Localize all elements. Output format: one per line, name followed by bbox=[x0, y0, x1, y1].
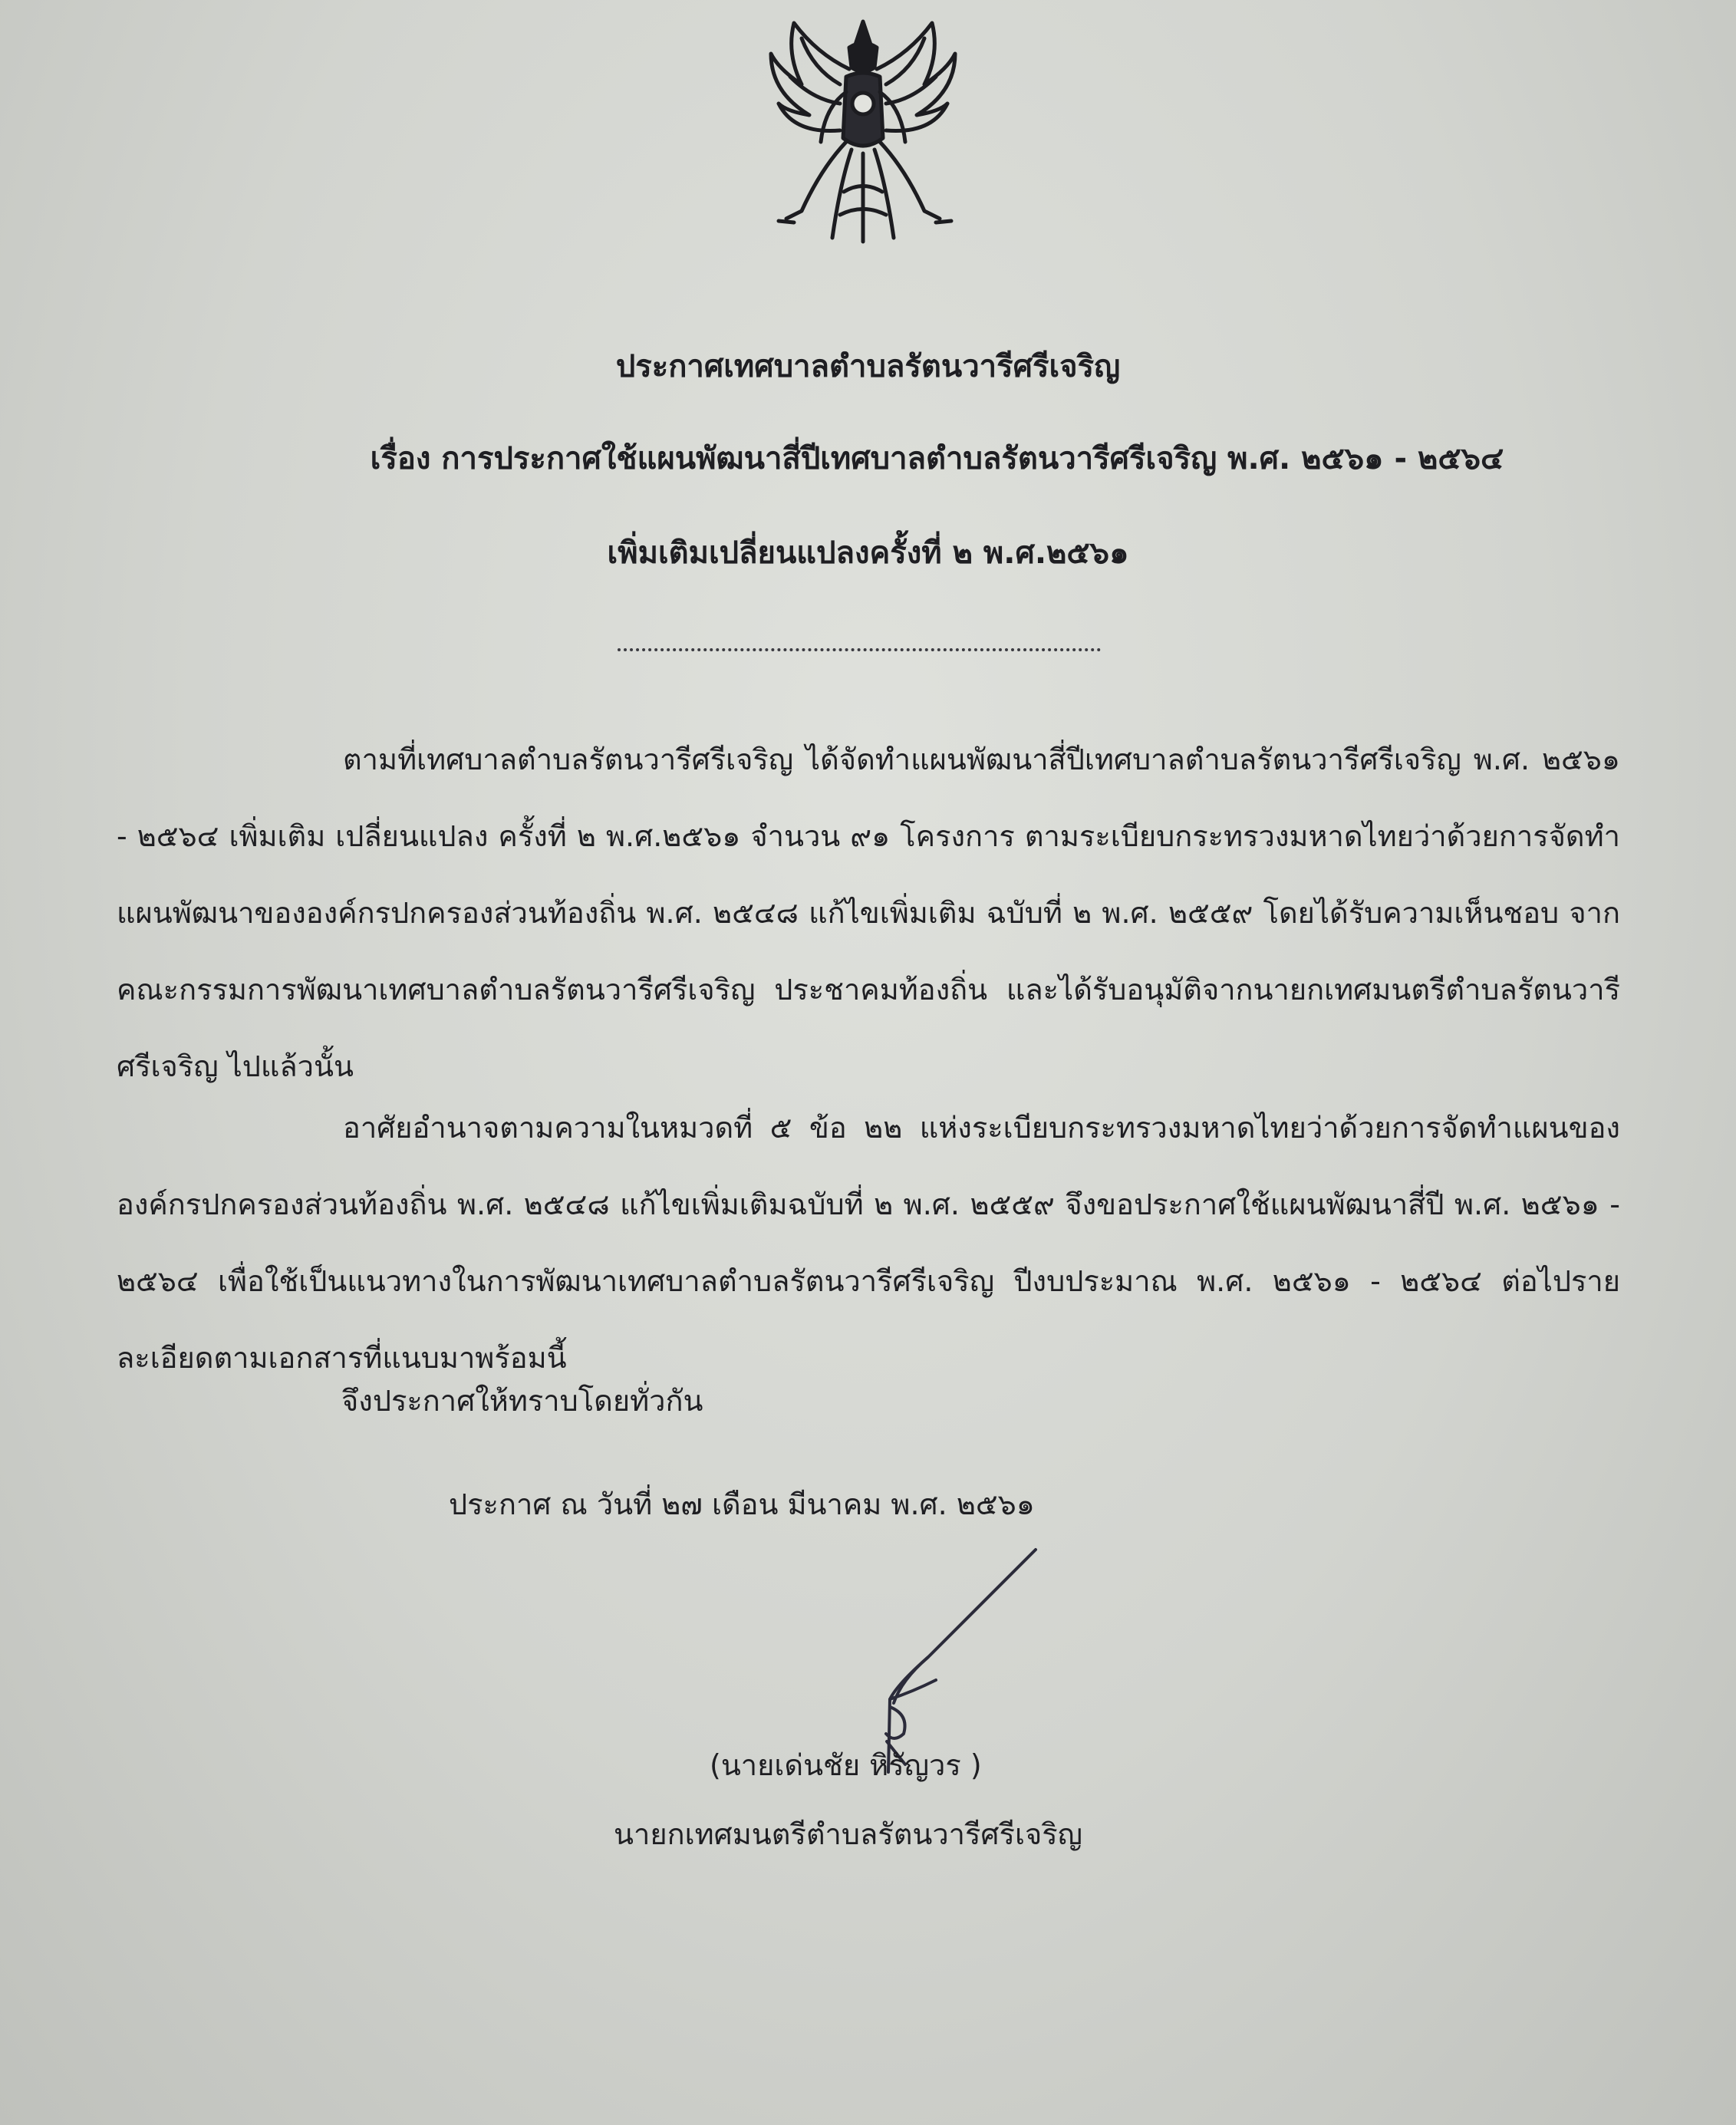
announcement-subject: เรื่อง การประกาศใช้แผนพัฒนาสี่ปีเทศบาลตำบลรัตนวารีศรีเจริญ พ.ศ. ๒๕๖๑ - ๒๕๖๔ bbox=[370, 441, 1504, 476]
garuda-emblem-icon bbox=[748, 8, 978, 253]
body-paragraph-3: จึงประกาศให้ทราบโดยทั่วกัน bbox=[341, 1384, 703, 1418]
announcement-title: ประกาศเทศบาลตำบลรัตนวารีศรีเจริญ bbox=[615, 349, 1121, 384]
body-paragraph-2: อาศัยอำนาจตามความในหมวดที่ ๕ ข้อ ๒๒ แห่งระเบียบกระทรวงมหาดไทยว่าด้วยการจัดทำแผนขององค์กรปกครองส่วนท้องถิ่น พ.ศ. ๒๕๔๘ แก้ไขเพิ่มเติมฉบับที่ ๒ พ.ศ. ๒๕๕๙ จึงขอประกาศใช้แผนพัฒนาสี่ปี พ.ศ. ๒๕๖๑ - ๒๕๖๔ เพื่อใช้เป็นแนวทางในการพัฒนาเทศบาลตำบลรัตนวารีศรีเจริญ ปีงบประมาณ พ.ศ. ๒๕๖๑ - ๒๕๖๔ ต่อไปรายละเอียดตามเอกสารที่แนบมาพร้อมนี้ bbox=[117, 1111, 1620, 1375]
signer-position: นายกเทศมนตรีตำบลรัตนวารีศรีเจริญ bbox=[614, 1817, 1083, 1851]
body-paragraph-1: ตามที่เทศบาลตำบลรัตนวารีศรีเจริญ ได้จัดทำแผนพัฒนาสี่ปีเทศบาลตำบลรัตนวารีศรีเจริญ พ.ศ. ๒๕๖๑ - ๒๕๖๔ เพิ่มเติม เปลี่ยนแปลง ครั้งที่ ๒ พ.ศ.๒๕๖๑ จำนวน ๙๑ โครงการ ตามระเบียบกระทรวงมหาดไทยว่าด้วยการจัดทำแผนพัฒนาขององค์กรปกครองส่วนท้องถิ่น พ.ศ. ๒๕๔๘ แก้ไขเพิ่มเติม ฉบับที่ ๒ พ.ศ. ๒๕๕๙ โดยได้รับความเห็นชอบ จากคณะกรรมการพัฒนาเทศบาลตำบลรัตนวารีศรีเจริญ ประชาคมท้องถิ่น และได้รับอนุมัติจากนายกเทศมนตรีตำบลรัตนวารีศรีเจริญ ไปแล้วนั้น bbox=[117, 743, 1620, 1083]
signer-name: (นายเด่นชัย หิรัญวร ) bbox=[710, 1748, 982, 1782]
announcement-amendment: เพิ่มเติมเปลี่ยนแปลงครั้งที่ ๒ พ.ศ.๒๕๖๑ bbox=[607, 535, 1129, 571]
announcement-dateline: ประกาศ ณ วันที่ ๒๗ เดือน มีนาคม พ.ศ. ๒๕๖๑ bbox=[449, 1488, 1035, 1521]
dotted-divider bbox=[618, 648, 1101, 651]
